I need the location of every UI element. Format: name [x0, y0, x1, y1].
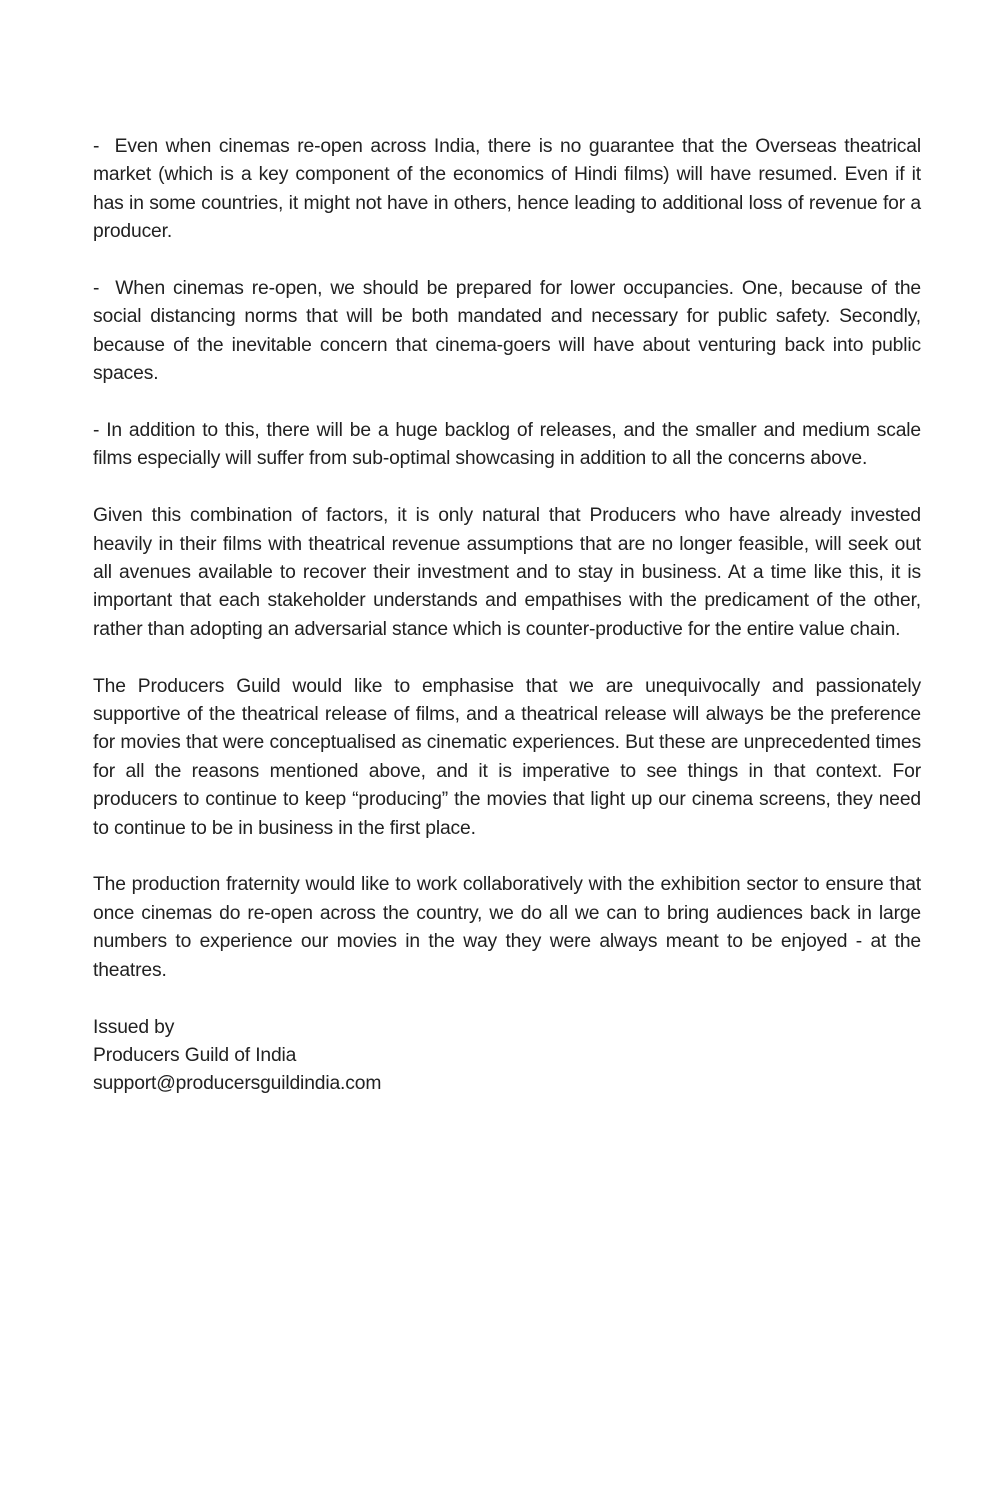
- bullet-paragraph-backlog: - In addition to this, there will be a huge backlog of releases, and the smaller and medium scale films especially will suffer from sub-optimal showcasing in addition to all the concerns above.: [93, 420, 921, 470]
- paragraph-production-fraternity: The production fraternity would like to work collaboratively with the exhibition sector to ensure that once cinemas do re-open across the country, we do all we can to bring audiences back in large numbers to experience our movies in the way they were always meant to be enjoyed - at the theatres.: [93, 874, 921, 981]
- organization-line: Producers Guild of India: [93, 1044, 297, 1066]
- signature-block: [93, 1014, 921, 1099]
- document-body: [93, 133, 921, 1099]
- email-line: support@producersguildindia.com: [93, 1073, 382, 1095]
- bullet-paragraph-overseas-market: - Even when cinemas re-open across India, there is no guarantee that the Overseas theatrical market (which is a key component of the economics of Hindi films) will have resumed. Even if it has in some countries, it might not have in others, hence leading to additional loss of revenue for a producer.: [93, 136, 921, 243]
- paragraph-combination-of-factors: Given this combination of factors, it is only natural that Producers who have already invested heavily in their films with theatrical revenue assumptions that are no longer feasible, will seek out all avenues available to recover their investment and to stay in business. At a time like this, it is important that each stakeholder understands and empathises with the predicament of the other, rather than adopting an adversarial stance which is counter-productive for the entire value chain.: [93, 505, 921, 640]
- paragraph-guild-emphasis: The Producers Guild would like to emphasise that we are unequivocally and passionately supportive of the theatrical release of films, and a theatrical release will always be the preference for movies that were conceptualised as cinematic experiences. But these are unprecedented times for all the reasons mentioned above, and it is imperative to see things in that context. For producers to continue to keep “producing” the movies that light up our cinema screens, they need to continue to be in business in the first place.: [93, 675, 921, 839]
- bullet-paragraph-lower-occupancies: - When cinemas re-open, we should be prepared for lower occupancies. One, because of the social distancing norms that will be both mandated and necessary for public safety. Secondly, because of the inevitable concern that cinema-goers will have about venturing back into public spaces.: [93, 278, 921, 385]
- issued-by-line: Issued by: [93, 1016, 175, 1038]
